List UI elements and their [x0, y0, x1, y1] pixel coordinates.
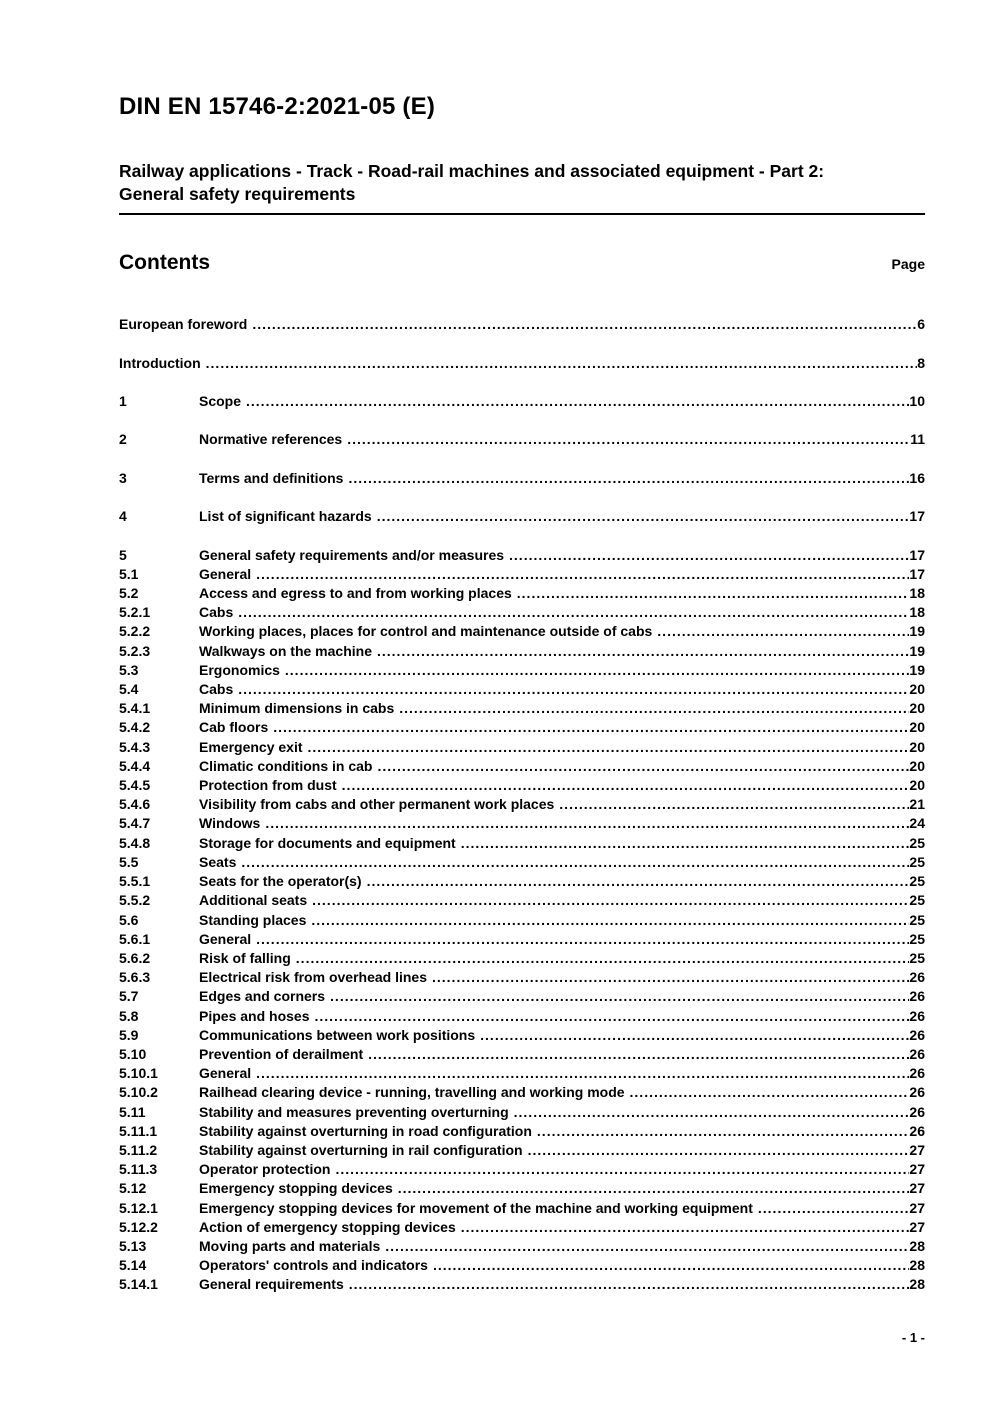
toc-entry-title: Normative references [199, 431, 343, 448]
toc-dot-leader [347, 430, 910, 449]
toc-entry [119, 872, 925, 891]
toc-entry-number: 5.4.1 [119, 700, 151, 717]
toc-entry-page: 26 [909, 1045, 925, 1062]
toc-entry-number: 5.5 [119, 853, 139, 870]
toc-entry-title: Walkways on the machine [199, 642, 372, 659]
toc-entry-number: 5.4.2 [119, 719, 151, 736]
toc-entry-number: 5.2.3 [119, 642, 151, 659]
toc-entry-page: 25 [909, 834, 925, 851]
toc-dot-leader [398, 1179, 910, 1198]
toc-group [119, 392, 925, 411]
toc-entry-title: Visibility from cabs and other permanent work places [199, 796, 555, 813]
toc-entry [119, 834, 925, 853]
toc-entry-number: 5.4.3 [119, 738, 151, 755]
toc-entry [119, 1103, 925, 1122]
contents-header-row [119, 251, 925, 275]
toc-entry [119, 699, 925, 718]
toc-entry [119, 661, 925, 680]
toc-entry-page: 20 [909, 681, 925, 698]
toc-dot-leader [311, 911, 909, 930]
toc-entry-page: 25 [909, 949, 925, 966]
toc-entry [119, 584, 925, 603]
toc-entry-title: Storage for documents and equipment [199, 834, 456, 851]
toc-entry-number: 5.14.1 [119, 1276, 158, 1293]
toc-entry [119, 968, 925, 987]
toc-entry-title: Minimum dimensions in cabs [199, 700, 395, 717]
toc-entry-page: 25 [909, 873, 925, 890]
toc-entry-title: European foreword [119, 316, 248, 333]
toc-entry-number: 5.8 [119, 1007, 139, 1024]
toc-entry-number: 5.14 [119, 1257, 147, 1274]
toc-entry [119, 853, 925, 872]
toc-entry-title: Stability against overturning in rail configuration [199, 1141, 523, 1158]
toc-entry-title: Operators' controls and indicators [199, 1257, 428, 1274]
toc-dot-leader [385, 1237, 909, 1256]
toc-dot-leader [256, 930, 909, 949]
toc-entry [119, 795, 925, 814]
toc-dot-leader [256, 1064, 909, 1083]
toc-dot-leader [514, 1103, 910, 1122]
toc-dot-leader [377, 642, 909, 661]
toc-entry-title: Action of emergency stopping devices [199, 1218, 456, 1235]
toc-dot-leader [206, 354, 918, 373]
toc-entry-page: 26 [909, 988, 925, 1005]
toc-entry-number: 5.12.2 [119, 1218, 158, 1235]
toc-group [119, 315, 925, 334]
toc-dot-leader [559, 795, 909, 814]
toc-entry [119, 469, 925, 488]
toc-entry-page: 17 [909, 508, 925, 525]
toc-dot-leader [377, 757, 909, 776]
toc-dot-leader [758, 1199, 910, 1218]
toc-entry [119, 354, 925, 373]
toc-entry-title: Emergency exit [199, 738, 303, 755]
toc-entry-number: 5.11.2 [119, 1141, 158, 1158]
toc-entry-page: 18 [909, 585, 925, 602]
toc-entry-page: 17 [909, 565, 925, 582]
toc-entry-number: 2 [119, 431, 127, 448]
toc-entry-title: Protection from dust [199, 777, 337, 794]
toc-entry-number: 4 [119, 508, 127, 525]
toc-entry-title: Prevention of derailment [199, 1045, 364, 1062]
toc-entry [119, 1045, 925, 1064]
toc-entry [119, 1026, 925, 1045]
contents-heading: Contents [119, 251, 210, 275]
toc-entry [119, 718, 925, 737]
toc-entry-page: 20 [909, 777, 925, 794]
toc-entry [119, 776, 925, 795]
toc-entry [119, 1237, 925, 1256]
toc-entry [119, 642, 925, 661]
toc-dot-leader [330, 987, 909, 1006]
toc-dot-leader [296, 949, 910, 968]
toc-entry-number: 3 [119, 469, 127, 486]
toc-entry [119, 757, 925, 776]
toc-entry [119, 1141, 925, 1160]
toc-entry-title: Access and egress to and from working places [199, 585, 512, 602]
toc-dot-leader [241, 853, 909, 872]
toc-dot-leader [368, 1045, 909, 1064]
document-title-line1: Railway applications - Track - Road-rail machines and associated equipment - Part 2: [119, 160, 825, 181]
toc-entry-page: 17 [909, 546, 925, 563]
toc-dot-leader [630, 1083, 910, 1102]
toc-entry [119, 1083, 925, 1102]
toc-entry [119, 1064, 925, 1083]
toc-entry-number: 5.6.2 [119, 949, 151, 966]
toc-entry-page: 19 [909, 623, 925, 640]
toc-dot-leader [461, 834, 910, 853]
toc-entry-page: 26 [909, 969, 925, 986]
toc-entry-number: 5.2 [119, 585, 139, 602]
toc-entry [119, 949, 925, 968]
toc-dot-leader [367, 872, 910, 891]
toc-entry-number: 5.5.1 [119, 873, 151, 890]
toc-entry-page: 19 [909, 661, 925, 678]
toc-entry-title: Windows [199, 815, 261, 832]
toc-entry [119, 911, 925, 930]
toc-dot-leader [252, 315, 917, 334]
toc-entry-title: Terms and definitions [199, 469, 344, 486]
toc-entry-title: Seats [199, 853, 237, 870]
toc-dot-leader [433, 1256, 909, 1275]
toc-entry-page: 20 [909, 700, 925, 717]
toc-entry-title: Stability and measures preventing overturning [199, 1103, 509, 1120]
toc-entry-title: General safety requirements and/or measures [199, 546, 505, 563]
toc-dot-leader [517, 584, 910, 603]
toc-entry [119, 814, 925, 833]
toc-entry-number: 5.10 [119, 1045, 147, 1062]
toc-dot-leader [238, 603, 909, 622]
toc-dot-leader [238, 680, 909, 699]
toc-dot-leader [273, 718, 909, 737]
toc-entry-page: 25 [909, 853, 925, 870]
toc-entry-title: General [199, 930, 252, 947]
toc-dot-leader [246, 392, 909, 411]
toc-entry-page: 6 [917, 316, 925, 333]
page-content [119, 0, 925, 1295]
toc-entry-title: General [199, 565, 252, 582]
toc-entry-title: Edges and corners [199, 988, 326, 1005]
toc-dot-leader [349, 1275, 910, 1294]
toc-dot-leader [461, 1218, 910, 1237]
toc-entry-title: Additional seats [199, 892, 308, 909]
toc-entry-title: Standing places [199, 911, 307, 928]
toc-entry-number: 5.1 [119, 565, 139, 582]
toc-entry [119, 1199, 925, 1218]
toc-entry [119, 1179, 925, 1198]
toc-entry [119, 930, 925, 949]
toc-entry-title: Cabs [199, 604, 234, 621]
toc-entry-number: 5.12.1 [119, 1199, 158, 1216]
footer-page-number: - 1 - [901, 1330, 925, 1345]
toc-entry [119, 680, 925, 699]
toc-entry-title: Introduction [119, 354, 201, 371]
toc-entry-number: 5.2.1 [119, 604, 151, 621]
toc-entry [119, 430, 925, 449]
toc-entry [119, 565, 925, 584]
toc-entry [119, 1275, 925, 1294]
toc-entry [119, 622, 925, 641]
toc-entry-number: 5.4.6 [119, 796, 151, 813]
toc-entry-page: 10 [909, 393, 925, 410]
toc-entry-number: 5.5.2 [119, 892, 151, 909]
toc-group [119, 354, 925, 373]
toc-entry-title: Working places, places for control and maintenance outside of cabs [199, 623, 653, 640]
toc-dot-leader [312, 891, 909, 910]
toc-entry-title: Emergency stopping devices for movement of the machine and working equipment [199, 1199, 753, 1216]
toc-dot-leader [256, 565, 909, 584]
toc-dot-leader [528, 1141, 910, 1160]
toc-dot-leader [265, 814, 909, 833]
toc-entry-title: Ergonomics [199, 661, 280, 678]
toc-entry-title: General requirements [199, 1276, 344, 1293]
document-title-line2: General safety requirements [119, 183, 356, 204]
toc-entry-number: 5.6.1 [119, 930, 151, 947]
toc-group [119, 430, 925, 449]
toc-entry [119, 1007, 925, 1026]
toc-entry-page: 20 [909, 757, 925, 774]
toc-entry-number: 5.2.2 [119, 623, 151, 640]
toc-dot-leader [657, 622, 909, 641]
toc-entry-title: Communications between work positions [199, 1026, 476, 1043]
standard-code: DIN EN 15746-2:2021-05 (E) [119, 93, 436, 120]
toc-entry-page: 26 [909, 1103, 925, 1120]
toc-entry-page: 26 [909, 1026, 925, 1043]
toc-entry-number: 5.7 [119, 988, 139, 1005]
toc-entry-page: 20 [909, 719, 925, 736]
toc-entry [119, 891, 925, 910]
toc-entry-number: 5.4.4 [119, 757, 151, 774]
toc-entry-title: Pipes and hoses [199, 1007, 310, 1024]
toc-entry-title: Operator protection [199, 1161, 331, 1178]
toc-entry [119, 1218, 925, 1237]
toc-entry-number: 5 [119, 546, 127, 563]
toc-entry-page: 24 [909, 815, 925, 832]
toc-dot-leader [314, 1007, 909, 1026]
toc-entry [119, 1160, 925, 1179]
toc-entry-number: 5.6 [119, 911, 139, 928]
table-of-contents [119, 315, 925, 1294]
toc-entry-number: 5.12 [119, 1180, 147, 1197]
toc-entry-title: Emergency stopping devices [199, 1180, 393, 1197]
toc-dot-leader [342, 776, 910, 795]
toc-dot-leader [308, 738, 910, 757]
toc-entry-title: Cabs [199, 681, 234, 698]
toc-dot-leader [432, 968, 909, 987]
toc-entry [119, 738, 925, 757]
toc-entry [119, 1122, 925, 1141]
toc-entry-title: List of significant hazards [199, 508, 372, 525]
toc-entry-page: 26 [909, 1122, 925, 1139]
toc-entry-number: 5.11 [119, 1103, 146, 1120]
toc-entry-page: 28 [909, 1276, 925, 1293]
toc-dot-leader [348, 469, 909, 488]
toc-dot-leader [537, 1122, 910, 1141]
toc-entry-page: 26 [909, 1065, 925, 1082]
toc-entry-page: 28 [909, 1237, 925, 1254]
toc-entry-number: 5.4 [119, 681, 139, 698]
toc-entry-title: Risk of falling [199, 949, 291, 966]
toc-entry [119, 603, 925, 622]
toc-dot-leader [399, 699, 909, 718]
toc-entry-number: 5.4.7 [119, 815, 151, 832]
toc-entry-number: 5.4.8 [119, 834, 151, 851]
toc-dot-leader [509, 546, 909, 565]
toc-entry-number: 5.4.5 [119, 777, 151, 794]
toc-entry-number: 5.10.1 [119, 1065, 158, 1082]
toc-entry-page: 26 [909, 1007, 925, 1024]
toc-entry-title: Moving parts and materials [199, 1237, 381, 1254]
toc-entry-page: 26 [909, 1084, 925, 1101]
toc-entry-page: 18 [909, 604, 925, 621]
toc-entry-number: 5.13 [119, 1237, 147, 1254]
toc-entry-page: 8 [917, 354, 925, 371]
toc-entry [119, 987, 925, 1006]
toc-entry-page: 27 [909, 1218, 925, 1235]
toc-entry-number: 5.6.3 [119, 969, 151, 986]
toc-entry-page: 21 [909, 796, 925, 813]
toc-entry-number: 5.9 [119, 1026, 139, 1043]
toc-entry-title: Climatic conditions in cab [199, 757, 373, 774]
toc-entry [119, 507, 925, 526]
toc-entry-title: Electrical risk from overhead lines [199, 969, 427, 986]
toc-entry [119, 546, 925, 565]
toc-entry-number: 5.10.2 [119, 1084, 158, 1101]
toc-dot-leader [335, 1160, 909, 1179]
toc-entry-page: 27 [909, 1199, 925, 1216]
toc-group [119, 507, 925, 526]
toc-entry-page: 19 [909, 642, 925, 659]
toc-entry-title: Railhead clearing device - running, travelling and working mode [199, 1084, 625, 1101]
toc-entry [119, 315, 925, 334]
toc-entry-number: 1 [119, 393, 127, 410]
toc-entry-title: Cab floors [199, 719, 269, 736]
toc-dot-leader [285, 661, 910, 680]
toc-group [119, 469, 925, 488]
toc-entry-page: 11 [910, 431, 925, 448]
toc-group [119, 546, 925, 1295]
toc-entry [119, 392, 925, 411]
toc-entry-title: Scope [199, 393, 242, 410]
toc-entry-page: 28 [909, 1257, 925, 1274]
toc-entry-number: 5.11.1 [119, 1122, 158, 1139]
toc-entry-page: 27 [909, 1180, 925, 1197]
document-title [119, 160, 925, 216]
toc-entry-page: 27 [909, 1161, 925, 1178]
toc-entry-title: General [199, 1065, 252, 1082]
toc-entry-number: 5.11.3 [119, 1161, 158, 1178]
toc-entry-page: 27 [909, 1141, 925, 1158]
toc-entry-page: 25 [909, 930, 925, 947]
toc-entry-title: Seats for the operator(s) [199, 873, 362, 890]
toc-entry-title: Stability against overturning in road configuration [199, 1122, 532, 1139]
toc-dot-leader [377, 507, 910, 526]
toc-entry-page: 25 [909, 911, 925, 928]
toc-entry-page: 25 [909, 892, 925, 909]
toc-entry-page: 20 [909, 738, 925, 755]
toc-dot-leader [480, 1026, 909, 1045]
toc-entry-page: 16 [909, 469, 925, 486]
page-column-label: Page [891, 256, 925, 273]
toc-entry-number: 5.3 [119, 661, 139, 678]
toc-entry [119, 1256, 925, 1275]
